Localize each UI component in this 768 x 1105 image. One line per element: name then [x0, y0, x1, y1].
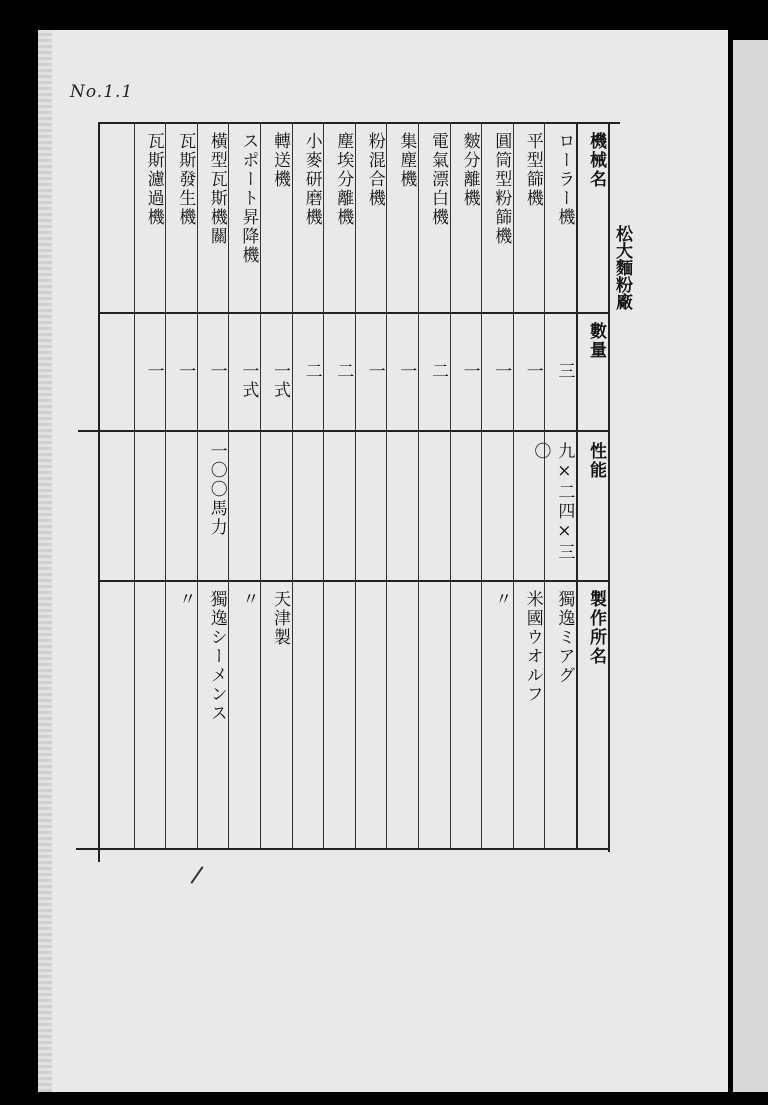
cell-performance — [325, 442, 355, 578]
header-name: 機械名 — [586, 132, 606, 189]
cell-maker — [325, 590, 355, 846]
cell-maker — [388, 590, 418, 846]
table-top-rule — [98, 122, 620, 124]
cell-performance — [262, 442, 292, 578]
cell-performance — [294, 442, 324, 578]
cell-quantity: 一 — [491, 362, 512, 381]
document-title: 松大麵粉廠 — [612, 225, 632, 310]
cell-performance — [515, 442, 545, 578]
cell-name: 瓦斯發生機 — [175, 132, 196, 227]
cell-maker: 〃 — [238, 590, 259, 609]
cell-performance — [136, 442, 166, 578]
cell-quantity: 一 — [143, 362, 164, 381]
cell-maker: 天津製 — [270, 590, 290, 647]
cell-performance — [167, 442, 197, 578]
cell-name: 瓦斯濾過機 — [143, 132, 164, 227]
row-divider-performance — [78, 430, 608, 432]
cell-maker — [452, 590, 482, 846]
cell-name: 平型篩機 — [522, 132, 543, 208]
cell-performance — [420, 442, 450, 578]
table-left-rule — [98, 122, 100, 862]
cell-name: 電氣漂白機 — [428, 132, 448, 227]
cell-maker — [420, 590, 450, 846]
cell-performance — [452, 442, 482, 578]
cell-name: ローラー機 — [554, 132, 575, 227]
cell-name: スポート昇降機 — [238, 132, 259, 265]
cell-performance — [388, 442, 418, 578]
cell-maker: 獨逸シーメンス — [206, 590, 227, 723]
row-divider-maker — [98, 580, 608, 582]
cell-quantity: 二 — [333, 362, 354, 381]
cell-name: 橫型瓦斯機關 — [206, 132, 227, 246]
page-number-mark: No.1.1 — [70, 82, 134, 102]
cell-maker — [294, 590, 324, 846]
table-bottom-rule — [76, 848, 610, 850]
cell-maker: 米國ウオルフ — [522, 590, 543, 704]
header-performance: 性能 — [586, 442, 606, 480]
cell-name: 集塵機 — [396, 132, 417, 189]
cell-quantity: 一 — [522, 362, 543, 381]
table-right-rule — [608, 122, 610, 852]
cell-performance: 九×二四×三〇 — [530, 442, 575, 562]
cell-quantity: 三 — [554, 362, 575, 381]
cell-quantity: 一 — [175, 362, 196, 381]
cell-maker — [357, 590, 387, 846]
cell-name: 轉送機 — [270, 132, 290, 189]
adjacent-page-edge — [733, 40, 768, 1092]
cell-name: 塵埃分離機 — [333, 132, 354, 227]
cell-quantity: 二 — [301, 362, 322, 381]
cell-quantity: 一式 — [238, 362, 259, 400]
cell-name: 麬分離機 — [459, 132, 480, 208]
cell-maker: 獨逸ミアグ — [554, 590, 575, 685]
cell-performance — [357, 442, 387, 578]
cell-performance — [483, 442, 513, 578]
cell-quantity: 一 — [206, 362, 227, 381]
header-quantity: 數量 — [586, 322, 606, 360]
cell-performance: 一〇〇馬力 — [206, 442, 227, 537]
cell-quantity: 一 — [396, 362, 417, 381]
page-edge — [38, 30, 52, 1092]
cell-quantity: 一式 — [270, 362, 290, 400]
header-maker: 製作所名 — [586, 590, 606, 666]
cell-quantity: 一 — [364, 362, 385, 381]
cell-performance — [230, 442, 260, 578]
cell-quantity: 一 — [459, 362, 480, 381]
column-rule — [134, 122, 135, 848]
cell-maker: 〃 — [175, 590, 196, 609]
cell-name: 小麥研磨機 — [301, 132, 322, 227]
cell-quantity: 二 — [428, 362, 448, 381]
cell-maker — [136, 590, 166, 846]
row-divider-quantity — [98, 312, 608, 314]
cell-maker: 〃 — [491, 590, 512, 609]
cell-name: 粉混合機 — [364, 132, 385, 208]
cell-name: 圓筒型粉篩機 — [491, 132, 512, 246]
